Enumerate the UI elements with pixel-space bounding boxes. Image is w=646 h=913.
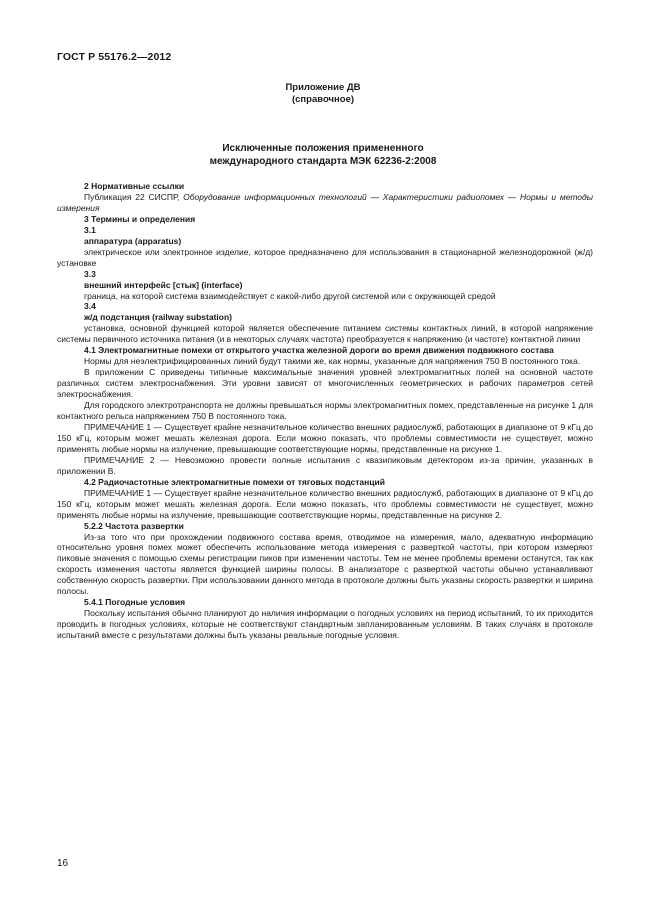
reference-title: Оборудование информационных технологий — Характеристики радиопомех — Нормы и методы измерения <box>57 191 593 213</box>
paragraph: В приложении С приведены типичные максимальные значения уровней электромагнитных полей на основной частоте различных систем электроснабжения. Эти уровни зависят от многочисленных геометрических и рабочих параметров сетей электроснабжения. <box>57 367 593 400</box>
term-name: внешний интерфейс [стык] (interface) <box>84 279 243 290</box>
section-heading: 5.4.1 Погодные условия <box>84 597 186 608</box>
section-heading: 4.2 Радиочастотные электромагнитные помехи от тяговых подстанций <box>84 476 385 487</box>
section-heading: 2 Нормативные ссылки <box>84 181 185 191</box>
document-code: ГОСТ Р 55176.2—2012 <box>57 51 172 63</box>
section-heading: 3 Термины и определения <box>84 213 196 224</box>
paragraph: Из-за того что при прохождении подвижного состава время, отводимое на измерения, мало, адекватную информацию относительно уровня помех может обеспечить использование метода измерения с разверткой частоты, при котором измеряют пиковые значения с помощью схемы регистрации пиков при изменении частоты. Тем не менее проблемы времени останутся, так как скорость изменения частоты является функцией ширины полосы. В анализаторе с разверткой частоты обычно устанавливают собственную скорость развертки. При использовании данного метода в протоколе должны быть указаны скорость развертки и ширина полосы. <box>57 531 593 597</box>
term-definition: граница, на которой система взаимодействует с какой-либо другой системой или с окружающей средой <box>84 290 496 301</box>
paragraph: Нормы для неэлектрифицированных линий будут такими же, как нормы, указанные для напряжения 750 В постоянного тока. <box>84 356 581 367</box>
annex-status: (справочное) <box>291 94 355 105</box>
term-definition: установка, основной функцией которой является обеспечение питанием системы контактных линий, в которой напряжение системы первичного источника питания (и в некоторых случаях частота) преобразуется к напряжению (и частоте) контактной линии <box>57 323 593 345</box>
title-line-2: международного стандарта МЭК 62236-2:2008 <box>209 156 437 167</box>
term-number: 3.4 <box>84 301 96 312</box>
reference-item <box>57 192 593 214</box>
page-number: 16 <box>57 858 69 869</box>
term-name: ж/д подстанция (railway substation) <box>84 312 232 323</box>
paragraph: Для городского электротранспорта не должны превышаться нормы электромагнитных помех, представленные на рисунке 1 для контактного рельса напряжением 750 В постоянного тока. <box>57 400 593 422</box>
paragraph: Поскольку испытания обычно планируют до наличия информации о погодных условиях на период испытаний, то их приходится проводить в погодных условиях, которые не соответствуют стандартным запланированным условиям. В таких случаях в протоколе испытаний вместе с результатами должны быть указаны реальные погодные условия. <box>57 608 593 641</box>
reference-prefix: Публикация 22 СИСПР, <box>84 191 184 202</box>
section-heading: 4.1 Электромагнитные помехи от открытого участка железной дороги во время движения подвижного состава <box>84 345 554 356</box>
section-heading: 5.2.2 Частота развертки <box>84 520 184 531</box>
annex-main-title <box>0 142 646 168</box>
note: ПРИМЕЧАНИЕ 1 — Существует крайне незначительное количество внешних радиослужб, работающих в диапазоне от 9 кГц до 150 кГц, которым может мешать железная дорога. Если можно показать, что проблемы совместимости не существует, можно применять любые нормы на излучение, превышающие соответствующие нормы, представленные на рисунке 2. <box>57 487 593 520</box>
annex-heading <box>0 82 646 106</box>
term-number: 3.3 <box>84 268 96 279</box>
document-body <box>57 181 593 641</box>
note: ПРИМЕЧАНИЕ 2 — Невозможно провести полные испытания с квазипиковым детектором из-за причин, указанных в приложении В. <box>57 454 593 476</box>
annex-title: Приложение ДВ <box>285 82 361 93</box>
note: ПРИМЕЧАНИЕ 1 — Существует крайне незначительное количество внешних радиослужб, работающих в диапазоне от 9 кГц до 150 кГц, которым может мешать железная дорога. Если можно показать, что проблемы совместимости не существует, можно применять любые нормы на излучение, превышающие соответствующие нормы, представленные на рисунке 1. <box>57 421 593 454</box>
title-line-1: Исключенные положения примененного <box>222 143 424 154</box>
term-name: аппаратура (apparatus) <box>84 235 182 246</box>
term-definition: электрическое или электронное изделие, которое предназначено для использования в стационарной железнодорожной (ж/д) установке <box>57 246 593 268</box>
term-number: 3.1 <box>84 224 96 235</box>
